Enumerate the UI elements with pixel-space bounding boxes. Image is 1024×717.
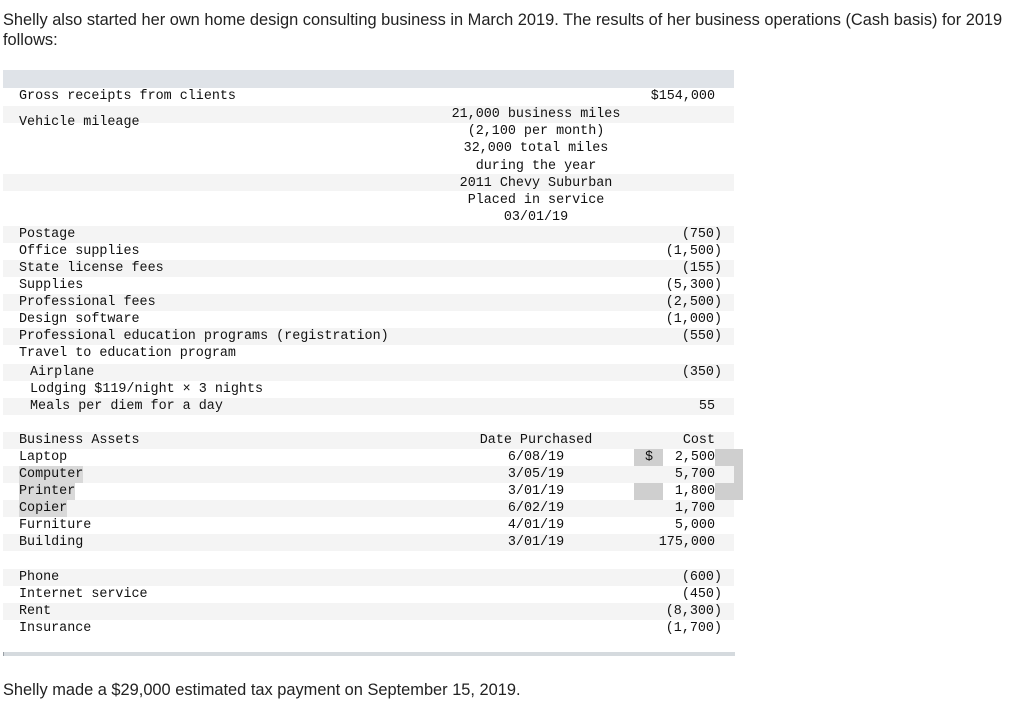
other-expense-label: Rent (19, 604, 52, 619)
asset-date: 3/01/19 (507, 484, 565, 499)
asset-name: Building (19, 535, 84, 550)
other-expense-label: Insurance (19, 621, 92, 636)
currency-symbol: $ (645, 450, 654, 465)
other-expense-row (3, 620, 734, 637)
asset-name: Laptop (19, 450, 68, 465)
asset-cost: 175,000 (658, 535, 715, 550)
expense-row (3, 277, 734, 294)
asset-row (3, 517, 734, 534)
asset-date: 3/05/19 (507, 467, 565, 482)
business-results-table (3, 70, 734, 656)
asset-date: 3/01/19 (507, 535, 565, 550)
vehicle-mileage-label: Vehicle mileage (19, 115, 140, 130)
expense-amount: (155) (681, 261, 722, 276)
expense-amount: (1,000) (665, 312, 722, 327)
travel-amount: (350) (681, 365, 722, 380)
expense-label: Supplies (19, 278, 84, 293)
travel-label: Airplane (30, 365, 95, 380)
other-expense-amount: (8,300) (665, 604, 722, 619)
vehicle-detail-line: during the year (475, 158, 597, 174)
vehicle-detail-line: (2,100 per month) (467, 124, 605, 140)
expense-label: Professional fees (19, 295, 156, 310)
expense-label: State license fees (19, 261, 164, 276)
asset-cost: 1,800 (674, 484, 715, 499)
asset-row (3, 483, 734, 500)
gross-receipts-row (3, 88, 734, 105)
intro-paragraph: Shelly also started her own home design consulting business in March 2019. The results of her business operations (Cash basis) for 2019 follows: (3, 11, 1003, 49)
expense-row (3, 328, 734, 345)
asset-row (3, 534, 734, 551)
expense-row (3, 226, 734, 243)
asset-cost: 5,700 (674, 467, 715, 482)
expense-label: Office supplies (19, 244, 140, 259)
asset-date: 4/01/19 (507, 518, 565, 533)
other-expense-amount: (600) (681, 570, 722, 585)
vehicle-detail-line: Placed in service (467, 193, 605, 209)
assets-header-asset: Business Assets (19, 433, 140, 448)
vehicle-detail-line: 21,000 business miles (451, 107, 621, 122)
assets-header-row (3, 432, 734, 449)
expense-label: Design software (19, 312, 140, 327)
travel-row (3, 381, 734, 398)
asset-row (3, 500, 734, 517)
asset-name: Computer (19, 467, 84, 482)
other-expense-label: Internet service (19, 587, 148, 602)
gross-receipts-label: Gross receipts from clients (19, 89, 236, 104)
expense-amount: (1,500) (665, 244, 722, 259)
table-footer-bar (3, 652, 735, 656)
travel-label: Meals per diem for a day (30, 399, 223, 414)
vehicle-detail-line: 03/01/19 (503, 210, 569, 226)
expense-row (3, 311, 734, 328)
other-expense-row (3, 569, 734, 586)
asset-row (3, 466, 734, 483)
assets-header-cost: Cost (682, 433, 715, 448)
expense-amount: (2,500) (665, 295, 722, 310)
travel-amount: 55 (698, 399, 715, 414)
expense-row (3, 294, 734, 311)
other-expense-amount: (450) (681, 587, 722, 602)
expense-label: Postage (19, 227, 76, 242)
other-expense-row (3, 586, 734, 603)
expense-amount: (550) (681, 329, 722, 344)
asset-cost: 1,700 (674, 501, 715, 516)
asset-date: 6/02/19 (507, 501, 565, 516)
expense-row (3, 243, 734, 260)
other-expense-label: Phone (19, 570, 60, 585)
travel-label: Lodging $119/night × 3 nights (30, 382, 264, 397)
vehicle-detail-line: 32,000 total miles (463, 141, 609, 157)
other-expense-amount: (1,700) (665, 621, 722, 636)
vehicle-detail-line: 2011 Chevy Suburban (459, 175, 613, 191)
asset-name: Copier (19, 501, 68, 516)
expense-amount: (750) (681, 227, 722, 242)
asset-row (3, 449, 734, 466)
asset-name: Furniture (19, 518, 92, 533)
expense-row (3, 260, 734, 277)
asset-date: 6/08/19 (507, 450, 565, 465)
assets-header-date: Date Purchased (479, 433, 593, 448)
expense-row (3, 345, 734, 362)
vehicle-details (383, 106, 689, 226)
travel-row (3, 364, 734, 381)
outro-paragraph: Shelly made a $29,000 estimated tax payment on September 15, 2019. (3, 681, 521, 699)
asset-cost: 2,500 (674, 450, 715, 465)
gross-receipts-amount: $154,000 (650, 89, 715, 104)
expense-amount: (5,300) (665, 278, 722, 293)
other-expense-row (3, 603, 734, 620)
expense-label: Professional education programs (registration) (19, 329, 389, 344)
asset-name: Printer (19, 484, 76, 499)
asset-cost: 5,000 (674, 518, 715, 533)
table-header-bar (3, 70, 734, 88)
travel-row (3, 398, 734, 415)
expense-label: Travel to education program (19, 346, 236, 361)
